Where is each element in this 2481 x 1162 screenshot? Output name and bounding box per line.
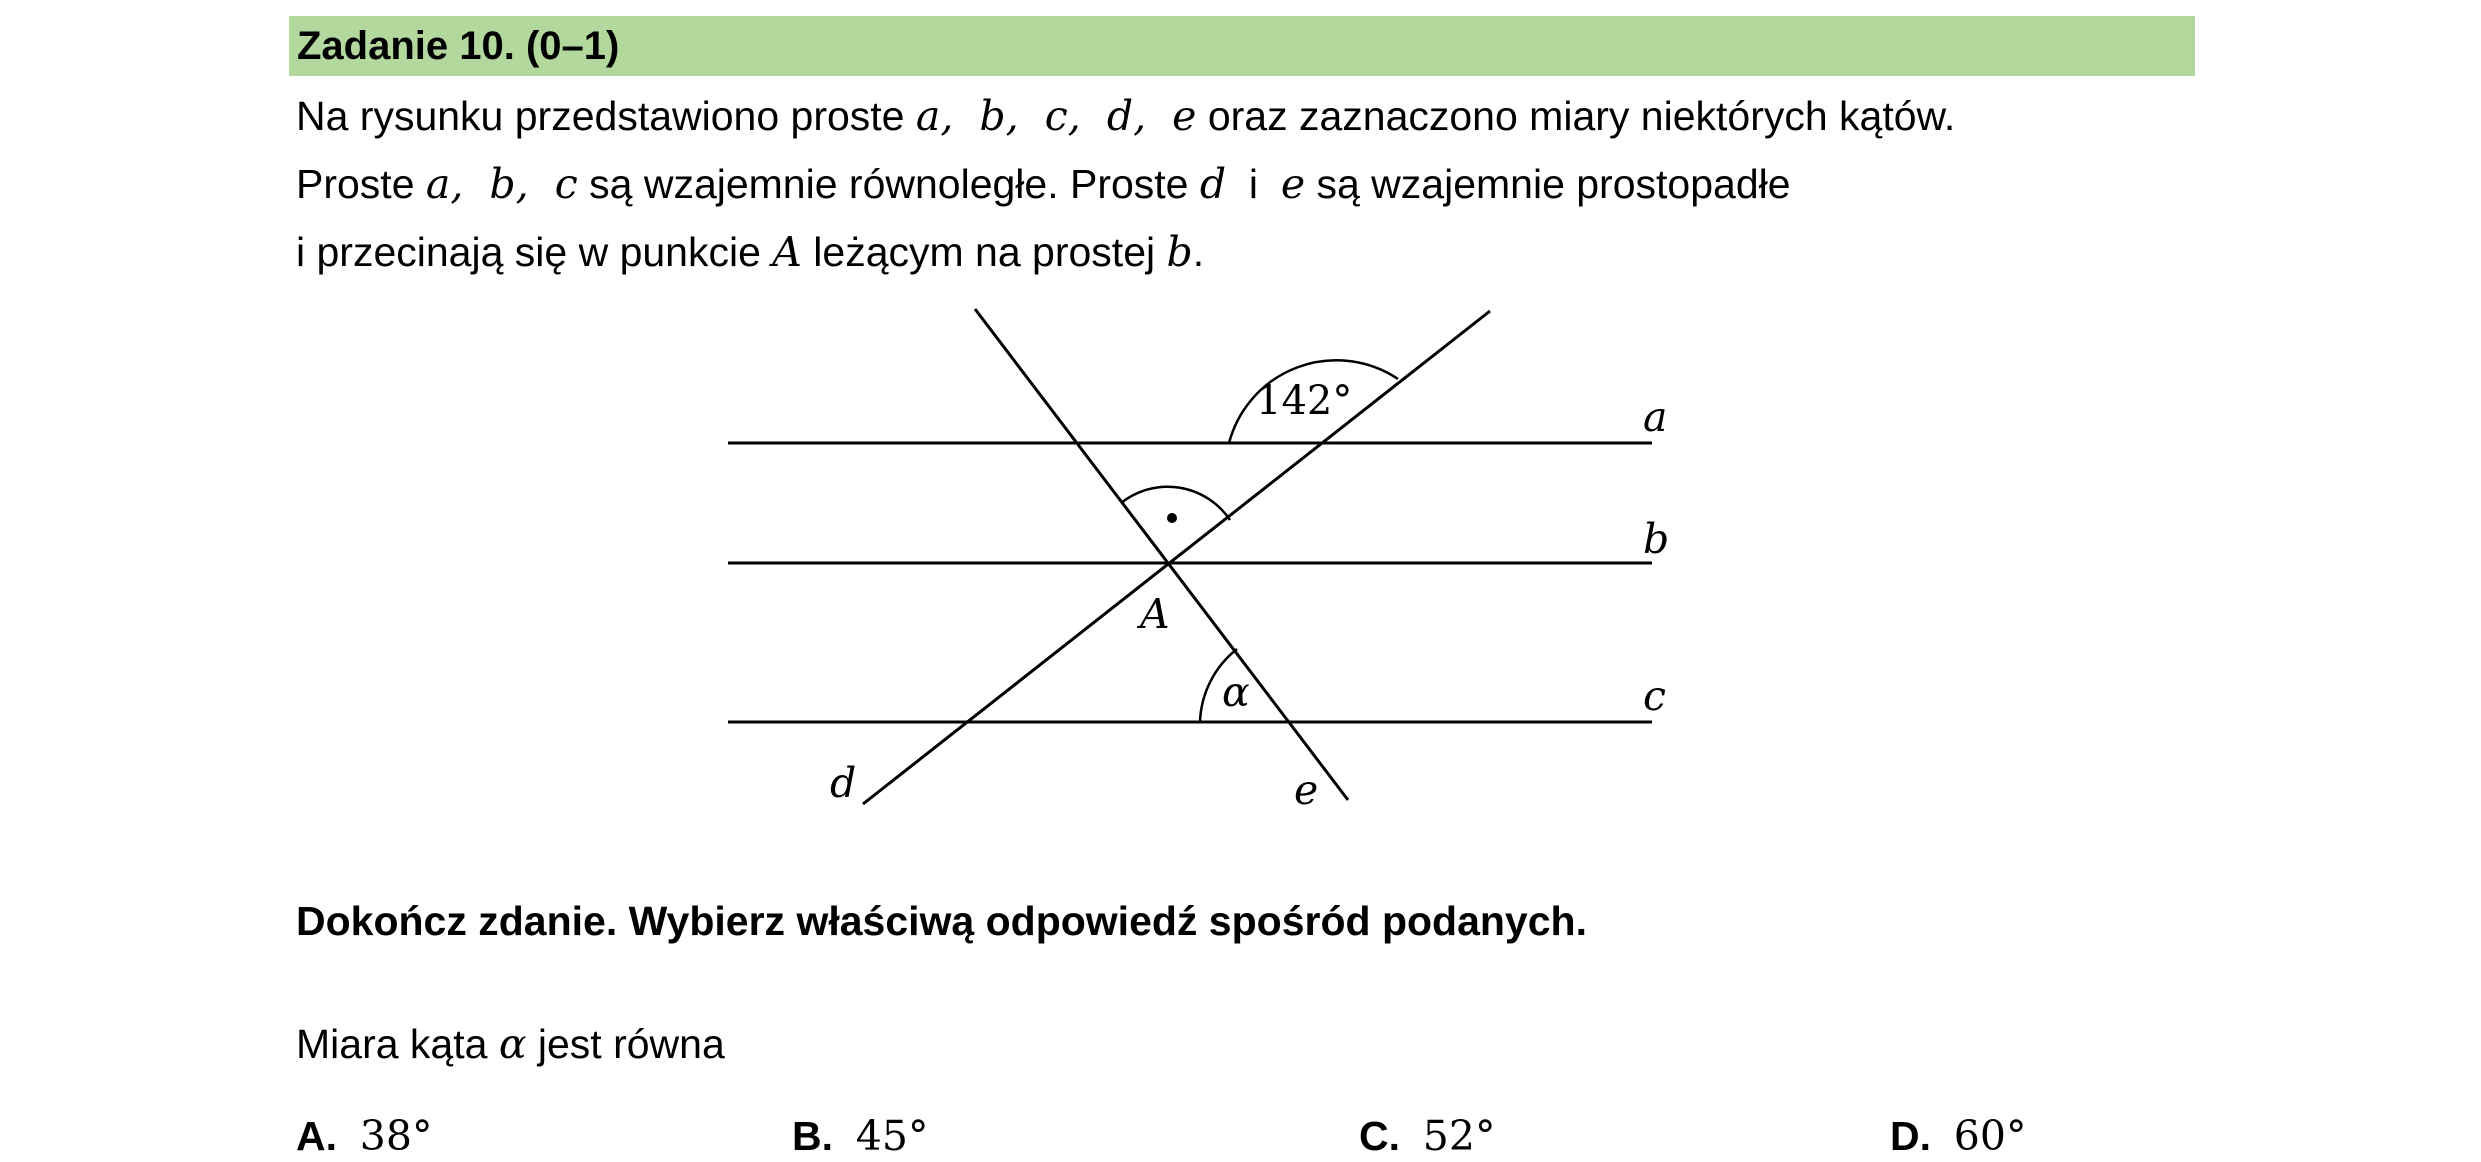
intro-text: i	[1226, 161, 1281, 207]
line-vars: a, b, c, d, e	[915, 92, 1197, 140]
instruction: Dokończ zdanie. Wybierz właściwą odpowiedź spośród podanych.	[296, 898, 1587, 944]
task-title: Zadanie 10. (0–1)	[297, 24, 620, 68]
line-vars: a, b, c	[425, 160, 578, 208]
intro-text: i przecinają się w punkcie	[296, 229, 773, 275]
intro-text: leżącym na prostej	[801, 229, 1167, 275]
option-letter: A.	[296, 1113, 337, 1159]
option-value: 38°	[359, 1112, 433, 1160]
label-point-A: A	[1140, 590, 1170, 638]
label-b: b	[1643, 515, 1670, 563]
option-a[interactable]	[296, 1112, 432, 1160]
line-var-d: d	[1199, 160, 1227, 208]
option-letter: B.	[792, 1113, 833, 1159]
point-A-ref: A	[772, 228, 802, 276]
line-d	[863, 311, 1490, 804]
line-var-b: b	[1166, 228, 1193, 276]
right-angle-dot	[1167, 513, 1177, 523]
option-b[interactable]	[792, 1112, 928, 1160]
intro-text: Na rysunku przedstawiono proste	[296, 93, 916, 139]
question-prefix: Miara kąta	[296, 1021, 499, 1067]
question-suffix: jest równa	[526, 1021, 725, 1067]
label-e: e	[1294, 766, 1319, 814]
intro-text: są wzajemnie równoległe. Proste	[577, 161, 1200, 207]
question-symbol: α	[498, 1020, 527, 1068]
option-value: 52°	[1422, 1112, 1496, 1160]
label-a: a	[1643, 393, 1668, 441]
line-var-e: e	[1280, 160, 1306, 208]
label-angle-142: 142°	[1256, 378, 1353, 424]
intro-text: .	[1192, 229, 1205, 275]
option-d[interactable]	[1890, 1112, 2026, 1160]
option-value: 45°	[855, 1112, 929, 1160]
intro-text: oraz zaznaczono miary niektórych kątów.	[1196, 93, 1956, 139]
option-c[interactable]	[1359, 1112, 1495, 1160]
label-d: d	[830, 759, 857, 807]
option-letter: D.	[1890, 1113, 1931, 1159]
option-letter: C.	[1359, 1113, 1400, 1159]
label-c: c	[1643, 672, 1666, 720]
label-alpha: α	[1222, 668, 1250, 716]
question-stem	[296, 1020, 725, 1068]
intro-text: Proste	[296, 161, 426, 207]
intro-text: są wzajemnie prostopadłe	[1305, 161, 1791, 207]
option-value: 60°	[1953, 1112, 2027, 1160]
